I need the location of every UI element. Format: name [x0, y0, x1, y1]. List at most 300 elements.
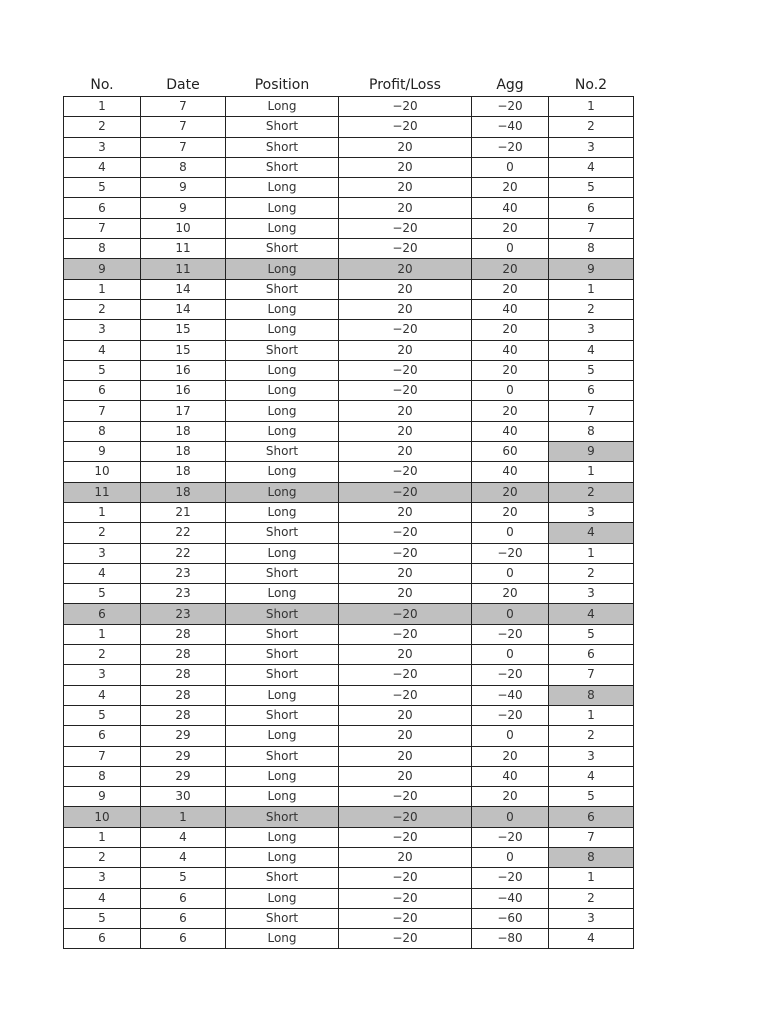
- cell-position: Long: [226, 381, 339, 401]
- cell-no2: 8: [549, 685, 634, 705]
- cell-position: Long: [226, 198, 339, 218]
- cell-profit-loss: −20: [339, 523, 472, 543]
- cell-agg: −40: [472, 117, 549, 137]
- cell-date: 14: [141, 299, 226, 319]
- cell-position: Short: [226, 705, 339, 725]
- cell-no: 8: [64, 766, 141, 786]
- cell-agg: 0: [472, 604, 549, 624]
- cell-no: 3: [64, 320, 141, 340]
- cell-profit-loss: −20: [339, 888, 472, 908]
- cell-agg: 0: [472, 523, 549, 543]
- cell-date: 22: [141, 523, 226, 543]
- cell-agg: −20: [472, 827, 549, 847]
- table-row: [64, 787, 634, 807]
- trade-table: [63, 70, 634, 949]
- cell-no2: 4: [549, 157, 634, 177]
- cell-agg: −20: [472, 705, 549, 725]
- cell-position: Short: [226, 340, 339, 360]
- cell-agg: 20: [472, 178, 549, 198]
- cell-no: 8: [64, 421, 141, 441]
- cell-profit-loss: 20: [339, 847, 472, 867]
- cell-no: 2: [64, 117, 141, 137]
- table-row: [64, 665, 634, 685]
- cell-no: 3: [64, 868, 141, 888]
- cell-no2: 8: [549, 239, 634, 259]
- cell-no2: 4: [549, 766, 634, 786]
- table-row: [64, 421, 634, 441]
- table-row: [64, 320, 634, 340]
- cell-position: Short: [226, 442, 339, 462]
- cell-position: Long: [226, 97, 339, 117]
- cell-no: 5: [64, 705, 141, 725]
- cell-no: 1: [64, 624, 141, 644]
- cell-position: Short: [226, 117, 339, 137]
- table-body: [64, 97, 634, 949]
- cell-position: Short: [226, 604, 339, 624]
- cell-agg: 20: [472, 401, 549, 421]
- cell-date: 11: [141, 259, 226, 279]
- cell-agg: 0: [472, 563, 549, 583]
- cell-no: 4: [64, 340, 141, 360]
- cell-date: 10: [141, 218, 226, 238]
- cell-position: Long: [226, 421, 339, 441]
- cell-no2: 4: [549, 340, 634, 360]
- cell-no: 5: [64, 178, 141, 198]
- cell-profit-loss: −20: [339, 218, 472, 238]
- cell-date: 4: [141, 827, 226, 847]
- cell-no2: 3: [549, 746, 634, 766]
- cell-date: 16: [141, 360, 226, 380]
- cell-no2: 9: [549, 259, 634, 279]
- cell-profit-loss: 20: [339, 705, 472, 725]
- cell-profit-loss: 20: [339, 563, 472, 583]
- cell-no: 2: [64, 847, 141, 867]
- cell-agg: 0: [472, 847, 549, 867]
- cell-position: Long: [226, 543, 339, 563]
- cell-no: 9: [64, 442, 141, 462]
- cell-profit-loss: −20: [339, 320, 472, 340]
- cell-no2: 3: [549, 502, 634, 522]
- cell-agg: −20: [472, 137, 549, 157]
- cell-date: 5: [141, 868, 226, 888]
- cell-no2: 2: [549, 726, 634, 746]
- cell-no2: 4: [549, 929, 634, 949]
- cell-profit-loss: −20: [339, 624, 472, 644]
- cell-no: 6: [64, 929, 141, 949]
- cell-agg: −20: [472, 97, 549, 117]
- table-row: [64, 766, 634, 786]
- table-row: [64, 502, 634, 522]
- cell-position: Long: [226, 320, 339, 340]
- cell-date: 9: [141, 178, 226, 198]
- cell-profit-loss: −20: [339, 462, 472, 482]
- table-row: [64, 604, 634, 624]
- cell-no2: 6: [549, 807, 634, 827]
- cell-no: 10: [64, 462, 141, 482]
- cell-position: Long: [226, 685, 339, 705]
- cell-agg: −80: [472, 929, 549, 949]
- col-header-no2: No.2: [574, 77, 608, 93]
- cell-no2: 3: [549, 584, 634, 604]
- cell-no: 11: [64, 482, 141, 502]
- table-row: [64, 645, 634, 665]
- cell-date: 6: [141, 888, 226, 908]
- cell-no2: 1: [549, 543, 634, 563]
- cell-no2: 3: [549, 320, 634, 340]
- cell-profit-loss: 20: [339, 340, 472, 360]
- cell-no2: 2: [549, 888, 634, 908]
- table-row: [64, 239, 634, 259]
- cell-no2: 1: [549, 462, 634, 482]
- cell-date: 28: [141, 665, 226, 685]
- cell-agg: −40: [472, 888, 549, 908]
- cell-no2: 5: [549, 178, 634, 198]
- table-row: [64, 705, 634, 725]
- cell-position: Long: [226, 360, 339, 380]
- cell-position: Long: [226, 888, 339, 908]
- cell-position: Short: [226, 908, 339, 928]
- cell-position: Short: [226, 563, 339, 583]
- cell-no: 6: [64, 198, 141, 218]
- cell-position: Long: [226, 766, 339, 786]
- cell-position: Long: [226, 787, 339, 807]
- cell-profit-loss: −20: [339, 908, 472, 928]
- cell-date: 16: [141, 381, 226, 401]
- table-row: [64, 685, 634, 705]
- cell-agg: −20: [472, 665, 549, 685]
- table-row: [64, 584, 634, 604]
- cell-date: 17: [141, 401, 226, 421]
- cell-no: 7: [64, 746, 141, 766]
- cell-agg: 40: [472, 299, 549, 319]
- cell-profit-loss: 20: [339, 299, 472, 319]
- cell-date: 29: [141, 766, 226, 786]
- table-row: [64, 726, 634, 746]
- cell-date: 7: [141, 117, 226, 137]
- table-row: [64, 908, 634, 928]
- cell-no2: 5: [549, 787, 634, 807]
- table-header: [64, 70, 634, 97]
- cell-no: 4: [64, 685, 141, 705]
- cell-agg: 0: [472, 726, 549, 746]
- cell-no: 9: [64, 787, 141, 807]
- cell-agg: 20: [472, 320, 549, 340]
- cell-date: 23: [141, 584, 226, 604]
- cell-profit-loss: −20: [339, 381, 472, 401]
- cell-profit-loss: 20: [339, 726, 472, 746]
- table-row: [64, 97, 634, 117]
- col-header-agg: Agg: [496, 77, 524, 93]
- cell-no: 6: [64, 726, 141, 746]
- table-row: [64, 299, 634, 319]
- cell-position: Short: [226, 523, 339, 543]
- cell-position: Short: [226, 239, 339, 259]
- cell-agg: −20: [472, 624, 549, 644]
- cell-no: 7: [64, 401, 141, 421]
- cell-no2: 4: [549, 523, 634, 543]
- cell-agg: 40: [472, 462, 549, 482]
- table-row: [64, 381, 634, 401]
- cell-position: Short: [226, 624, 339, 644]
- table-row: [64, 482, 634, 502]
- cell-no2: 3: [549, 137, 634, 157]
- cell-no: 1: [64, 97, 141, 117]
- cell-date: 11: [141, 239, 226, 259]
- table-row: [64, 807, 634, 827]
- cell-position: Short: [226, 665, 339, 685]
- cell-position: Long: [226, 178, 339, 198]
- cell-date: 23: [141, 563, 226, 583]
- cell-date: 28: [141, 624, 226, 644]
- cell-position: Long: [226, 218, 339, 238]
- cell-position: Short: [226, 645, 339, 665]
- cell-no: 9: [64, 259, 141, 279]
- cell-position: Long: [226, 584, 339, 604]
- cell-date: 28: [141, 645, 226, 665]
- cell-position: Long: [226, 929, 339, 949]
- cell-position: Long: [226, 259, 339, 279]
- cell-agg: −20: [472, 868, 549, 888]
- cell-no: 10: [64, 807, 141, 827]
- col-header-profit-loss: Profit/Loss: [369, 77, 441, 93]
- cell-profit-loss: 20: [339, 766, 472, 786]
- cell-agg: −20: [472, 543, 549, 563]
- cell-position: Short: [226, 157, 339, 177]
- table-row: [64, 624, 634, 644]
- cell-profit-loss: 20: [339, 584, 472, 604]
- cell-date: 18: [141, 421, 226, 441]
- cell-profit-loss: 20: [339, 502, 472, 522]
- cell-profit-loss: −20: [339, 827, 472, 847]
- cell-profit-loss: −20: [339, 787, 472, 807]
- cell-no: 2: [64, 645, 141, 665]
- cell-date: 14: [141, 279, 226, 299]
- cell-agg: 20: [472, 279, 549, 299]
- cell-profit-loss: 20: [339, 421, 472, 441]
- cell-date: 29: [141, 746, 226, 766]
- cell-date: 9: [141, 198, 226, 218]
- cell-no2: 2: [549, 299, 634, 319]
- col-header-date: Date: [166, 77, 200, 93]
- cell-profit-loss: −20: [339, 117, 472, 137]
- cell-agg: 0: [472, 239, 549, 259]
- cell-profit-loss: −20: [339, 482, 472, 502]
- cell-agg: 60: [472, 442, 549, 462]
- table-row: [64, 340, 634, 360]
- cell-profit-loss: −20: [339, 929, 472, 949]
- cell-profit-loss: 20: [339, 178, 472, 198]
- cell-no: 3: [64, 543, 141, 563]
- cell-position: Short: [226, 279, 339, 299]
- table-row: [64, 543, 634, 563]
- cell-date: 6: [141, 908, 226, 928]
- cell-profit-loss: 20: [339, 279, 472, 299]
- cell-no2: 7: [549, 665, 634, 685]
- cell-date: 15: [141, 340, 226, 360]
- cell-no2: 7: [549, 827, 634, 847]
- cell-agg: 20: [472, 584, 549, 604]
- cell-no2: 5: [549, 360, 634, 380]
- cell-date: 28: [141, 685, 226, 705]
- cell-no2: 1: [549, 868, 634, 888]
- cell-date: 7: [141, 137, 226, 157]
- cell-agg: 40: [472, 198, 549, 218]
- cell-no: 6: [64, 381, 141, 401]
- table-row: [64, 259, 634, 279]
- cell-profit-loss: −20: [339, 604, 472, 624]
- table-row: [64, 868, 634, 888]
- cell-no: 4: [64, 888, 141, 908]
- table-row: [64, 157, 634, 177]
- cell-no: 7: [64, 218, 141, 238]
- cell-profit-loss: 20: [339, 198, 472, 218]
- cell-date: 18: [141, 442, 226, 462]
- cell-position: Long: [226, 827, 339, 847]
- table-row: [64, 279, 634, 299]
- cell-position: Long: [226, 462, 339, 482]
- table-row: [64, 198, 634, 218]
- cell-agg: 20: [472, 360, 549, 380]
- table-row: [64, 442, 634, 462]
- cell-agg: −60: [472, 908, 549, 928]
- cell-agg: −40: [472, 685, 549, 705]
- cell-no: 1: [64, 279, 141, 299]
- cell-agg: 0: [472, 381, 549, 401]
- cell-position: Long: [226, 299, 339, 319]
- cell-position: Long: [226, 482, 339, 502]
- cell-date: 18: [141, 462, 226, 482]
- cell-date: 8: [141, 157, 226, 177]
- cell-date: 7: [141, 97, 226, 117]
- cell-position: Short: [226, 807, 339, 827]
- cell-no2: 7: [549, 401, 634, 421]
- cell-no2: 2: [549, 482, 634, 502]
- cell-date: 28: [141, 705, 226, 725]
- cell-no2: 9: [549, 442, 634, 462]
- cell-no: 3: [64, 137, 141, 157]
- cell-profit-loss: 20: [339, 442, 472, 462]
- table-row: [64, 178, 634, 198]
- cell-no2: 7: [549, 218, 634, 238]
- cell-agg: 20: [472, 787, 549, 807]
- cell-agg: 40: [472, 421, 549, 441]
- cell-position: Long: [226, 401, 339, 421]
- table-row: [64, 137, 634, 157]
- cell-no2: 6: [549, 198, 634, 218]
- cell-no2: 3: [549, 908, 634, 928]
- table-row: [64, 888, 634, 908]
- cell-position: Short: [226, 746, 339, 766]
- cell-no2: 1: [549, 279, 634, 299]
- cell-no2: 6: [549, 645, 634, 665]
- cell-no: 4: [64, 157, 141, 177]
- cell-agg: 40: [472, 766, 549, 786]
- table-row: [64, 117, 634, 137]
- cell-agg: 0: [472, 807, 549, 827]
- cell-profit-loss: 20: [339, 645, 472, 665]
- cell-agg: 20: [472, 482, 549, 502]
- cell-no: 4: [64, 563, 141, 583]
- table-row: [64, 563, 634, 583]
- cell-profit-loss: 20: [339, 137, 472, 157]
- cell-no2: 1: [549, 705, 634, 725]
- cell-no2: 2: [549, 563, 634, 583]
- cell-profit-loss: −20: [339, 665, 472, 685]
- header-row: [64, 70, 634, 97]
- cell-date: 22: [141, 543, 226, 563]
- cell-profit-loss: −20: [339, 807, 472, 827]
- cell-date: 29: [141, 726, 226, 746]
- cell-profit-loss: −20: [339, 97, 472, 117]
- cell-no: 5: [64, 584, 141, 604]
- table-row: [64, 401, 634, 421]
- cell-position: Long: [226, 847, 339, 867]
- cell-date: 15: [141, 320, 226, 340]
- cell-date: 6: [141, 929, 226, 949]
- table-row: [64, 360, 634, 380]
- cell-position: Short: [226, 868, 339, 888]
- cell-agg: 20: [472, 746, 549, 766]
- cell-date: 18: [141, 482, 226, 502]
- cell-agg: 20: [472, 502, 549, 522]
- cell-no: 5: [64, 908, 141, 928]
- cell-date: 30: [141, 787, 226, 807]
- cell-position: Long: [226, 502, 339, 522]
- cell-agg: 20: [472, 259, 549, 279]
- table-row: [64, 827, 634, 847]
- cell-no: 1: [64, 502, 141, 522]
- cell-no: 6: [64, 604, 141, 624]
- cell-no: 1: [64, 827, 141, 847]
- cell-position: Short: [226, 137, 339, 157]
- cell-no: 5: [64, 360, 141, 380]
- cell-profit-loss: 20: [339, 157, 472, 177]
- cell-profit-loss: −20: [339, 239, 472, 259]
- table-row: [64, 462, 634, 482]
- cell-no: 2: [64, 299, 141, 319]
- cell-no2: 6: [549, 381, 634, 401]
- cell-no2: 8: [549, 847, 634, 867]
- cell-profit-loss: −20: [339, 360, 472, 380]
- cell-agg: 20: [472, 218, 549, 238]
- table-row: [64, 847, 634, 867]
- table-row: [64, 523, 634, 543]
- cell-profit-loss: −20: [339, 685, 472, 705]
- cell-no: 2: [64, 523, 141, 543]
- cell-no2: 1: [549, 97, 634, 117]
- cell-no2: 4: [549, 604, 634, 624]
- col-header-position: Position: [254, 77, 310, 93]
- cell-date: 1: [141, 807, 226, 827]
- cell-date: 21: [141, 502, 226, 522]
- cell-date: 23: [141, 604, 226, 624]
- table-row: [64, 746, 634, 766]
- cell-no2: 5: [549, 624, 634, 644]
- col-header-no: No.: [90, 77, 114, 93]
- cell-date: 4: [141, 847, 226, 867]
- cell-no2: 2: [549, 117, 634, 137]
- cell-profit-loss: −20: [339, 543, 472, 563]
- cell-profit-loss: 20: [339, 746, 472, 766]
- cell-no2: 8: [549, 421, 634, 441]
- cell-position: Long: [226, 726, 339, 746]
- cell-agg: 0: [472, 645, 549, 665]
- cell-no: 8: [64, 239, 141, 259]
- table-row: [64, 929, 634, 949]
- cell-agg: 0: [472, 157, 549, 177]
- cell-agg: 40: [472, 340, 549, 360]
- cell-profit-loss: −20: [339, 868, 472, 888]
